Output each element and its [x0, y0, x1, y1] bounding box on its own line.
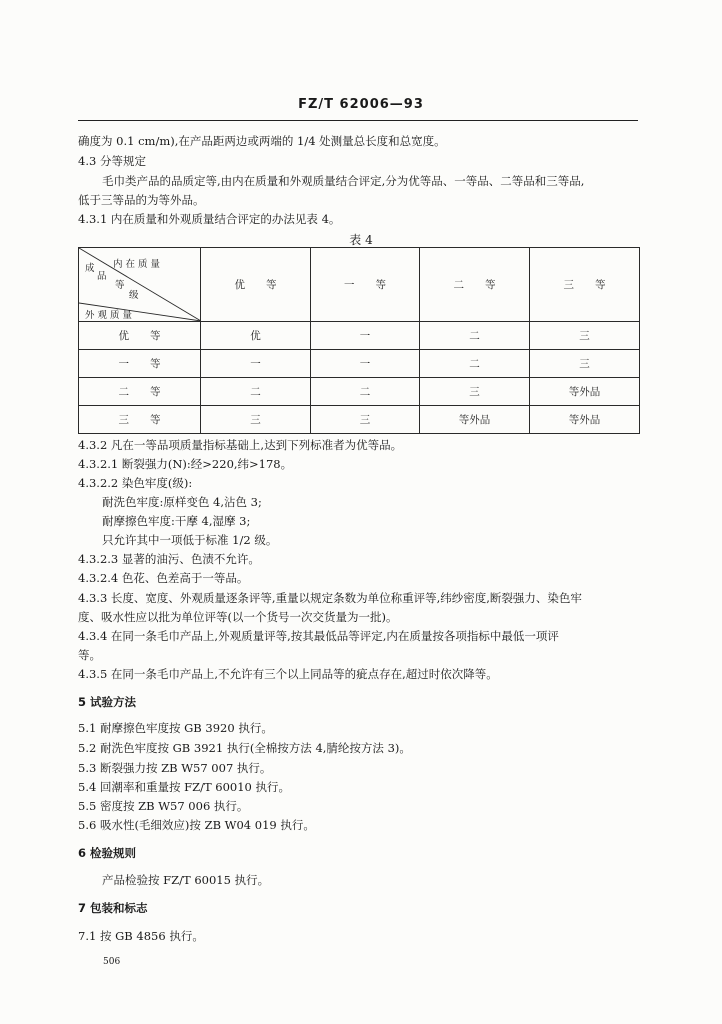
corner-label-inner: 内 在 质 量 — [113, 259, 161, 270]
corner-label-outer: 外 观 质 量 — [85, 310, 133, 321]
table-cell: 二 — [201, 378, 311, 406]
table-cell: 三 — [311, 406, 420, 434]
table-caption: 表 4 — [349, 233, 373, 247]
table-row — [79, 322, 640, 350]
text-line: 耐摩擦色牢度:干摩 4,湿摩 3; — [102, 514, 251, 528]
table-cell: 一 — [311, 322, 420, 350]
column-header: 二 等 — [420, 248, 530, 322]
list-item: 5.5 密度按 ZB W57 006 执行。 — [78, 799, 249, 813]
text-line: 4.3.5 在同一条毛巾产品上,不允许有三个以上同品等的疵点存在,超过时依次降等。 — [78, 667, 498, 681]
table-cell: 一 — [201, 350, 311, 378]
table-cell: 二 — [311, 378, 420, 406]
column-header: 优 等 — [201, 248, 311, 322]
row-header: 三 等 — [79, 406, 201, 434]
corner-label-deng: 等 — [115, 280, 125, 291]
text-line: 4.3.2.2 染色牢度(级): — [78, 476, 193, 490]
text-line: 4.3.4 在同一条毛巾产品上,外观质量评等,按其最低品等评定,内在质量按各项指标中最低一项评 — [78, 629, 559, 643]
page-number: 506 — [103, 957, 121, 967]
document-header: FZ/T 62006—93 — [298, 97, 424, 112]
section-title-7: 7 包装和标志 — [78, 901, 148, 915]
table-cell: 三 — [201, 406, 311, 434]
subsection-heading: 4.3 分等规定 — [78, 154, 146, 168]
text-line: 4.3.3 长度、宽度、外观质量逐条评等,重量以规定条数为单位称重评等,纬纱密度,断裂强力、染色牢 — [78, 591, 582, 605]
table-row — [79, 406, 640, 434]
corner-label-pin: 品 — [97, 271, 107, 282]
header-rule — [78, 120, 638, 121]
column-header: 一 等 — [311, 248, 420, 322]
table-cell: 三 — [420, 378, 530, 406]
list-item: 5.4 回潮率和重量按 FZ/T 60010 执行。 — [78, 780, 291, 794]
text-line: 确度为 0.1 cm/m),在产品距两边或两端的 1/4 处测量总长度和总宽度。 — [78, 134, 446, 148]
row-header: 二 等 — [79, 378, 201, 406]
corner-label-cheng: 成 — [85, 263, 95, 274]
text-line: 产品检验按 FZ/T 60015 执行。 — [102, 873, 270, 887]
text-line: 度、吸水性应以批为单位评等(以一个货号一次交货量为一批)。 — [78, 610, 398, 624]
text-line: 4.3.2.3 显著的油污、色渍不允许。 — [78, 552, 260, 566]
table-row — [79, 350, 640, 378]
list-item: 5.2 耐洗色牢度按 GB 3921 执行(全棉按方法 4,腈纶按方法 3)。 — [78, 741, 411, 755]
list-item: 5.1 耐摩擦色牢度按 GB 3920 执行。 — [78, 721, 273, 735]
text-line: 4.3.1 内在质量和外观质量结合评定的办法见表 4。 — [78, 212, 341, 226]
corner-label-ji: 级 — [129, 290, 139, 301]
section-title-6: 6 检验规则 — [78, 846, 137, 860]
text-line: 7.1 按 GB 4856 执行。 — [78, 929, 204, 943]
table-cell: 等外品 — [530, 406, 640, 434]
section-title-5: 5 试验方法 — [78, 695, 137, 709]
table-cell: 等外品 — [420, 406, 530, 434]
list-item: 5.3 断裂强力按 ZB W57 007 执行。 — [78, 761, 272, 775]
table-cell: 二 — [420, 350, 530, 378]
table-corner-cell — [79, 248, 201, 322]
table-cell: 三 — [530, 350, 640, 378]
column-header: 三 等 — [530, 248, 640, 322]
text-line: 4.3.2 凡在一等品项质量指标基础上,达到下列标准者为优等品。 — [78, 438, 403, 452]
text-line: 低于三等品的为等外品。 — [78, 193, 205, 207]
text-line: 等。 — [78, 648, 101, 662]
text-line: 4.3.2.4 色花、色差高于一等品。 — [78, 571, 249, 585]
text-line: 毛巾类产品的品质定等,由内在质量和外观质量结合评定,分为优等品、一等品、二等品和三等品, — [102, 174, 585, 188]
table-cell: 三 — [530, 322, 640, 350]
grading-table — [78, 247, 640, 434]
text-line: 只允许其中一项低于标准 1/2 级。 — [102, 533, 278, 547]
table-row — [79, 378, 640, 406]
list-item: 5.6 吸水性(毛细效应)按 ZB W04 019 执行。 — [78, 818, 315, 832]
row-header: 一 等 — [79, 350, 201, 378]
table-cell: 优 — [201, 322, 311, 350]
row-header: 优 等 — [79, 322, 201, 350]
text-line: 4.3.2.1 断裂强力(N):经>220,纬>178。 — [78, 457, 293, 471]
table-cell: 等外品 — [530, 378, 640, 406]
text-line: 耐洗色牢度:原样变色 4,沾色 3; — [102, 495, 262, 509]
table-cell: 一 — [311, 350, 420, 378]
table-cell: 二 — [420, 322, 530, 350]
